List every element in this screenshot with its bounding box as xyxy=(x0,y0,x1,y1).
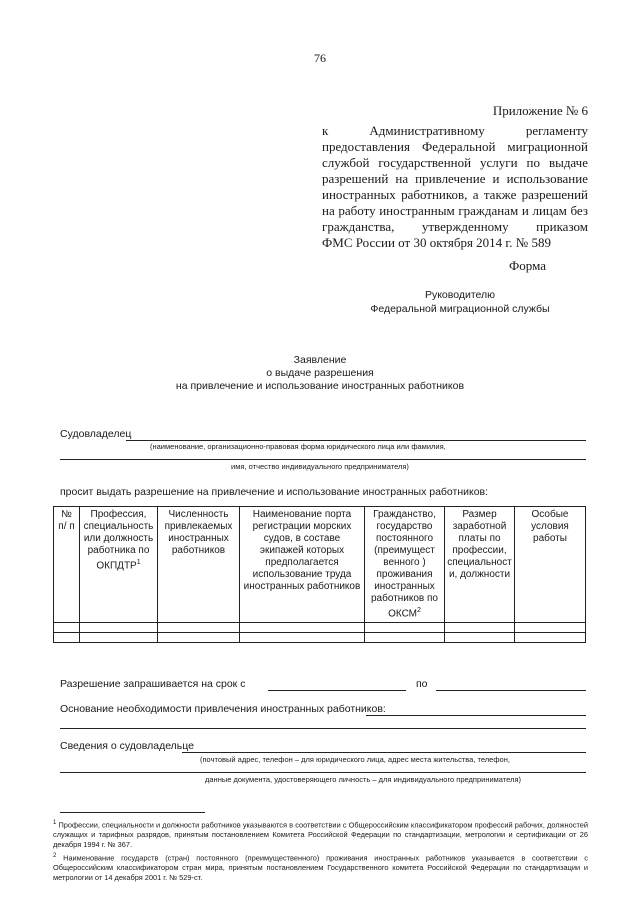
info-field-line2[interactable] xyxy=(60,772,586,773)
header-profession: Профессия, специальность или должность работника по ОКПДТР$^1$ xyxy=(80,507,158,623)
permit-to-field[interactable] xyxy=(436,690,586,691)
permit-from-field[interactable] xyxy=(268,690,406,691)
appendix-line: разрешений на привлечение и использование xyxy=(322,171,588,186)
shipowner-field-line[interactable] xyxy=(126,440,586,441)
appendix-block xyxy=(322,103,588,251)
footnote-1: $^1$ Профессии, специальности и должности работников указываются в соответствии с Общероссийским классификатором профессий рабочих, должностей служащих и тарифных разрядов, принятым постановлением Комитета Российской Федерации по стандартизации, метрологии и сертификации от 26 декабря 1994 г. № 367. xyxy=(53,820,588,850)
table-row[interactable] xyxy=(54,623,586,633)
header-number: № п/ п xyxy=(54,507,80,623)
table-row[interactable] xyxy=(54,633,586,643)
info-label: Сведения о судовладельце xyxy=(60,740,195,752)
shipowner-hint2: имя, отчество индивидуального предпринимателя) xyxy=(231,462,409,471)
appendix-title: Приложение № 6 xyxy=(492,103,588,118)
appendix-line: иностранных работников, а также разрешений xyxy=(322,187,588,202)
addressee-line1: Руководителю xyxy=(424,289,496,301)
addressee xyxy=(350,288,570,316)
appendix-line: службой государственной услуги по выдаче xyxy=(322,155,588,170)
request-text: просит выдать разрешение на привлечение и использование иностранных работников: xyxy=(60,486,489,498)
addressee-line2: Федеральной миграционной службы xyxy=(370,303,550,315)
page-number: 76 xyxy=(314,51,326,65)
appendix-line: гражданства, утвержденному приказом xyxy=(322,219,588,234)
info-hint1: (почтовый адрес, телефон – для юридического лица, адрес места жительства, телефон, xyxy=(200,755,510,764)
header-count: Численность привлекаемых иностранных работников xyxy=(158,507,240,623)
application-line3: на привлечение и использование иностранных работников xyxy=(175,380,465,392)
appendix-line: предоставления Федеральной миграционной xyxy=(322,139,588,154)
footnote-divider xyxy=(60,812,205,813)
form-label: Форма xyxy=(509,258,546,273)
application-title xyxy=(0,354,640,393)
footnote-2: $^2$ Наименование государств (стран) постоянного (преимущественного) проживания иностранных работников указывается в соответствии с Общероссийским классификатором стран мира, принятым постановлением Государственного комитета Российской Федерации по стандартизации и метрологии от 14 декабря 2001 г. № 529-ст. xyxy=(53,853,588,883)
header-conditions: Особые условия работы xyxy=(515,507,586,623)
shipowner-hint1: (наименование, организационно-правовая форма юридического лица или фамилия, xyxy=(150,442,446,451)
header-citizenship: Гражданство, государство постоянного (преимущест венного ) проживания иностранных работников по ОКСМ$^2$ xyxy=(365,507,445,623)
appendix-line: к Административному регламенту xyxy=(322,123,588,138)
header-salary: Размер заработной платы по профессии, специальност и, должности xyxy=(445,507,515,623)
workers-table xyxy=(53,506,586,643)
shipowner-field-line2[interactable] xyxy=(60,459,586,460)
appendix-line: на работу иностранным гражданам и лицам без xyxy=(322,203,588,218)
info-hint2: данные документа, удостоверяющего личность – для индивидуального предпринимателя) xyxy=(205,775,522,784)
basis-label: Основание необходимости привлечения иностранных работников: xyxy=(60,703,386,715)
application-line2: о выдаче разрешения xyxy=(266,367,374,379)
application-line1: Заявление xyxy=(293,354,347,366)
header-port: Наименование порта регистрации морских судов, в составе экипажей которых предполагается использование труда иностранных работников xyxy=(240,507,365,623)
info-field[interactable] xyxy=(182,752,586,753)
appendix-line: ФМС России от 30 октября 2014 г. № 589 xyxy=(322,235,551,250)
table-header-row xyxy=(54,507,586,623)
permit-to-label: по xyxy=(416,678,428,690)
basis-field-line2[interactable] xyxy=(60,728,586,729)
basis-field[interactable] xyxy=(366,715,586,716)
permit-term-label: Разрешение запрашивается на срок с xyxy=(60,678,246,690)
shipowner-label: Судовладелец xyxy=(60,428,132,440)
